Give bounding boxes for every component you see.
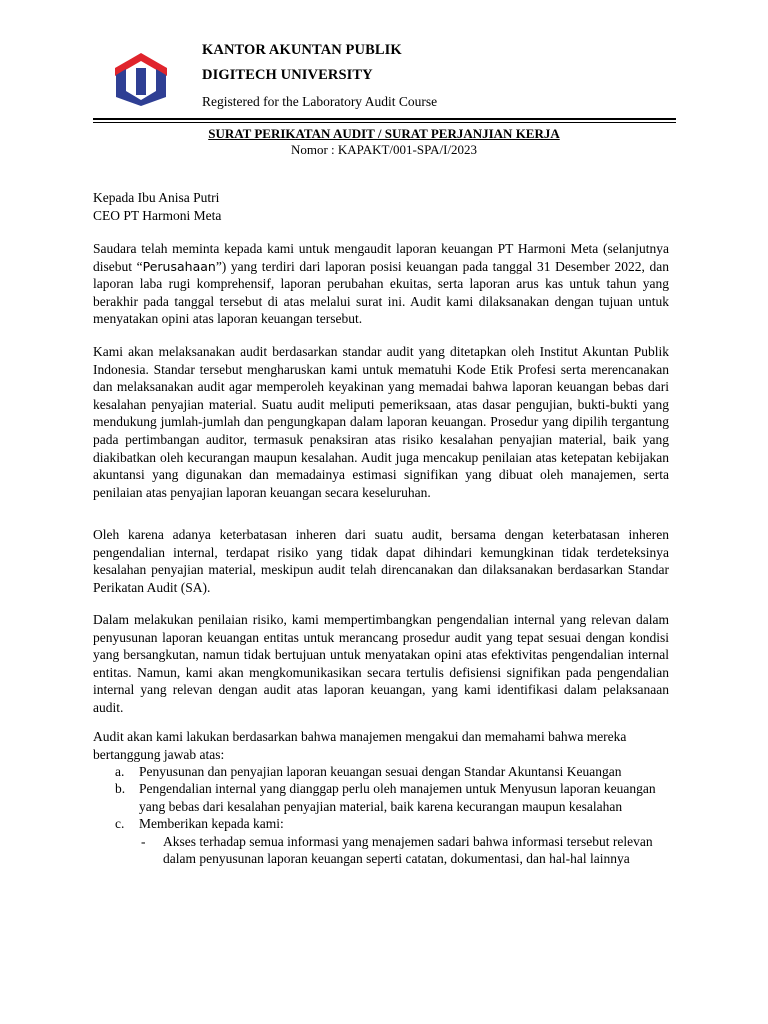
header-rule-thick xyxy=(93,118,676,120)
logo-blue-bar xyxy=(136,68,146,95)
sublist-item xyxy=(93,833,669,868)
list-marker: b. xyxy=(115,781,126,797)
org-name-line2: DIGITECH UNIVERSITY xyxy=(202,67,373,83)
org-name-line1: KANTOR AKUNTAN PUBLIK xyxy=(202,42,402,58)
list-item xyxy=(93,815,669,832)
list-item-text: Memberikan kepada kami: xyxy=(139,816,284,832)
list-item-text: Pengendalian internal yang dianggap perlu oleh manajemen untuk Menyusun laporan keuangan yang bebas dari kesalahan penyajian material, baik karena kecurangan maupun kesalahan xyxy=(139,781,656,814)
paragraph-4: Dalam melakukan penilaian risiko, kami mempertimbangkan pengendalian internal yang relevan dalam penyusunan laporan keuangan entitas untuk merancang prosedur audit yang tepat sesuai dengan kondisi yang bersangkutan, namun tidak bertujuan untuk menyatakan opini atas efektivitas pengendalian internal entitas. Namun, kami akan mengkomunikasikan secara tertulis defisiensi signifikan pada pengendalian internal yang relevan dengan audit atas laporan keuangan, yang kami identifikasi dalam pelaksanaan audit. xyxy=(93,612,669,715)
paragraph-1: Saudara telah meminta kepada kami untuk mengaudit laporan keuangan PT Harmoni Meta (selanjutnya disebut “Perusahaan”) yang terdiri dari laporan posisi keuangan pada tanggal 31 Desember 2022, dan laporan laba rugi komprehensif, laporan perubahan ekuitas, serta laporan arus kas untuk tahun yang berakhir pada tanggal tersebut di atas melalui surat ini. Audit kami dilaksanakan dengan tujuan untuk menyatakan opini atas laporan keuangan tersebut. xyxy=(93,241,669,327)
org-tagline: Registered for the Laboratory Audit Course xyxy=(202,94,438,109)
paragraph-3: Oleh karena adanya keterbatasan inheren dari suatu audit, bersama dengan keterbatasan inheren pengendalian internal, terdapat risiko yang tidak dapat dihindari kemungkinan tidak terdeteksinya kesalahan penyajian material, meskipun audit telah direncanakan dan dilaksanakan berdasarkan Standar Perikatan Audit (SA). xyxy=(93,527,669,595)
document-title: SURAT PERIKATAN AUDIT / SURAT PERJANJIAN KERJA xyxy=(208,126,560,141)
sublist-marker: - xyxy=(141,833,146,849)
list-marker: a. xyxy=(115,764,125,779)
recipient-name: Kepada Ibu Anisa Putri xyxy=(93,190,220,205)
header-rule-thin xyxy=(93,122,676,123)
list-item xyxy=(93,780,669,815)
university-logo xyxy=(112,51,170,107)
responsibility-list xyxy=(93,763,669,867)
list-item-text: Penyusunan dan penyajian laporan keuangan sesuai dengan Standar Akuntansi Keuangan xyxy=(139,764,622,779)
document-number: Nomor : KAPAKT/001-SPA/I/2023 xyxy=(290,142,478,157)
paragraph-5: Audit akan kami lakukan berdasarkan bahwa manajemen mengakui dan memahami bahwa mereka bertanggung jawab atas: xyxy=(93,729,627,762)
paragraph-2: Kami akan melaksanakan audit berdasarkan standar audit yang ditetapkan oleh Institut Akuntan Publik Indonesia. Standar tersebut mengharuskan kami untuk mematuhi Kode Etik Profesi serta merencanakan dan melaksanakan audit agar memperoleh keyakinan yang memadai bahwa laporan keuangan bebas dari kesalahan penyajian material. Suatu audit meliputi pemeriksaan, atas dasar pengujian, bukti-bukti yang mendukung jumlah-jumlah dan pengungkapan dalam laporan keuangan. Prosedur yang dipilih tergantung pada pertimbangan auditor, termasuk penaksiran atas risiko kesalahan penyajian material, baik yang diakibatkan oleh kecurangan maupun kesalahan. Audit juga mencakup penilaian atas ketepatan kebijakan akuntansi yang digunakan dan memadainya estimasi signifikan yang dibuat oleh manajemen, serta penilaian atas penyajian laporan keuangan secara keseluruhan. xyxy=(93,344,669,500)
recipient-title: CEO PT Harmoni Meta xyxy=(93,208,222,223)
list-marker: c. xyxy=(115,816,125,832)
defined-term: Perusahaan xyxy=(142,258,216,274)
list-item xyxy=(93,763,669,780)
sublist-item-text: Akses terhadap semua informasi yang menajemen sadari bahwa informasi tersebut relevan dalam penyusunan laporan keuangan seperti catatan, dokumentasi, dan hal-hal lainnya xyxy=(163,833,653,867)
